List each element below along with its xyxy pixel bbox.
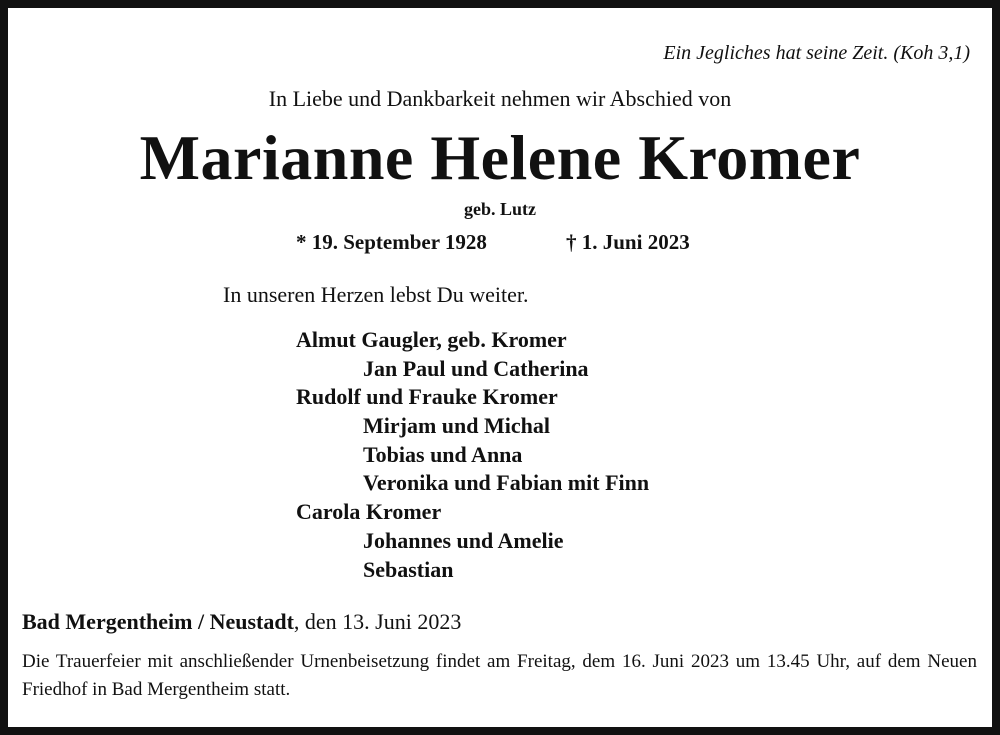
born-name: geb. Lutz — [464, 199, 536, 219]
family-member: Tobias und Anna — [363, 441, 523, 467]
verse-line: In unseren Herzen lebst Du weiter. — [223, 282, 529, 307]
family-member: Veronika und Fabian mit Finn — [363, 470, 650, 496]
family-list — [296, 326, 649, 584]
place-name: Bad Mergentheim / Neustadt — [22, 609, 294, 634]
family-member: Almut Gaugler, geb. Kromer — [296, 327, 567, 352]
family-member: Johannes und Amelie — [363, 527, 564, 553]
family-member: Sebastian — [363, 556, 454, 582]
notice-date: , den 13. Juni 2023 — [293, 609, 462, 634]
death-date: † 1. Juni 2023 — [566, 230, 690, 254]
ceremony-info: Die Trauerfeier mit anschließender Urnenbeisetzung findet am Freitag, dem 16. Juni 2023 um 13.45 Uhr, auf dem Neuen Friedhof in Bad Mergentheim statt. — [22, 651, 977, 700]
place-date-line — [22, 609, 461, 635]
deceased-name: Marianne Helene Kromer — [139, 122, 861, 193]
family-member: Jan Paul und Catherina — [363, 355, 589, 381]
family-member: Carola Kromer — [296, 499, 442, 525]
family-member: Mirjam und Michal — [363, 413, 550, 439]
birth-date: * 19. September 1928 — [296, 230, 487, 254]
motto-quote: Ein Jegliches hat seine Zeit. (Koh 3,1) — [663, 42, 970, 64]
family-member: Rudolf und Frauke Kromer — [296, 384, 558, 410]
intro-line: In Liebe und Dankbarkeit nehmen wir Abschied von — [268, 86, 732, 111]
